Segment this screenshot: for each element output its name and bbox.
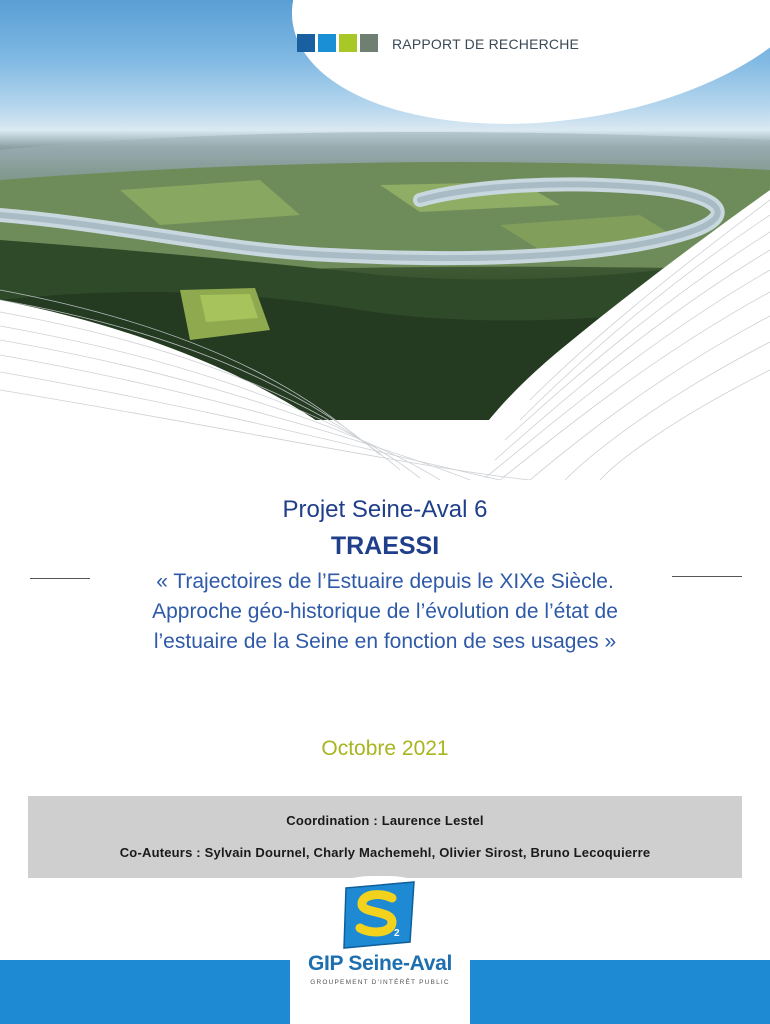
brand-square-dark-blue <box>297 34 315 52</box>
logo-tagline: GROUPEMENT D'INTÉRÊT PUBLIC <box>310 979 450 986</box>
project-title: Projet Seine-Aval 6 <box>282 496 488 523</box>
authors-box <box>28 796 742 878</box>
subtitle-line: « Trajectoires de l’Estuaire depuis le XIXe Siècle. <box>156 570 614 593</box>
subtitle-line: l’estuaire de la Seine en fonction de ses usages » <box>153 630 617 653</box>
project-code: TRAESSI <box>330 532 440 560</box>
co-authors-line: Co-Auteurs : Sylvain Dournel, Charly Machemehl, Olivier Sirost, Bruno Lecoquierre <box>119 845 651 860</box>
brand-squares <box>297 34 378 52</box>
seine-aval-s-icon <box>340 880 420 952</box>
logo-name: GIP Seine-Aval <box>307 952 453 975</box>
brand-square-green <box>339 34 357 52</box>
brand-square-blue <box>318 34 336 52</box>
report-type-label: RAPPORT DE RECHERCHE <box>392 36 580 52</box>
brand-square-grey <box>360 34 378 52</box>
gip-seine-aval-logo <box>290 876 470 1024</box>
project-subtitle <box>60 567 710 657</box>
svg-text:2: 2 <box>394 928 400 939</box>
coordination-line: Coordination : Laurence Lestel <box>286 813 484 828</box>
publication-date: Octobre 2021 <box>321 737 449 760</box>
subtitle-line: Approche géo-historique de l’évolution de l’état de <box>152 600 618 623</box>
